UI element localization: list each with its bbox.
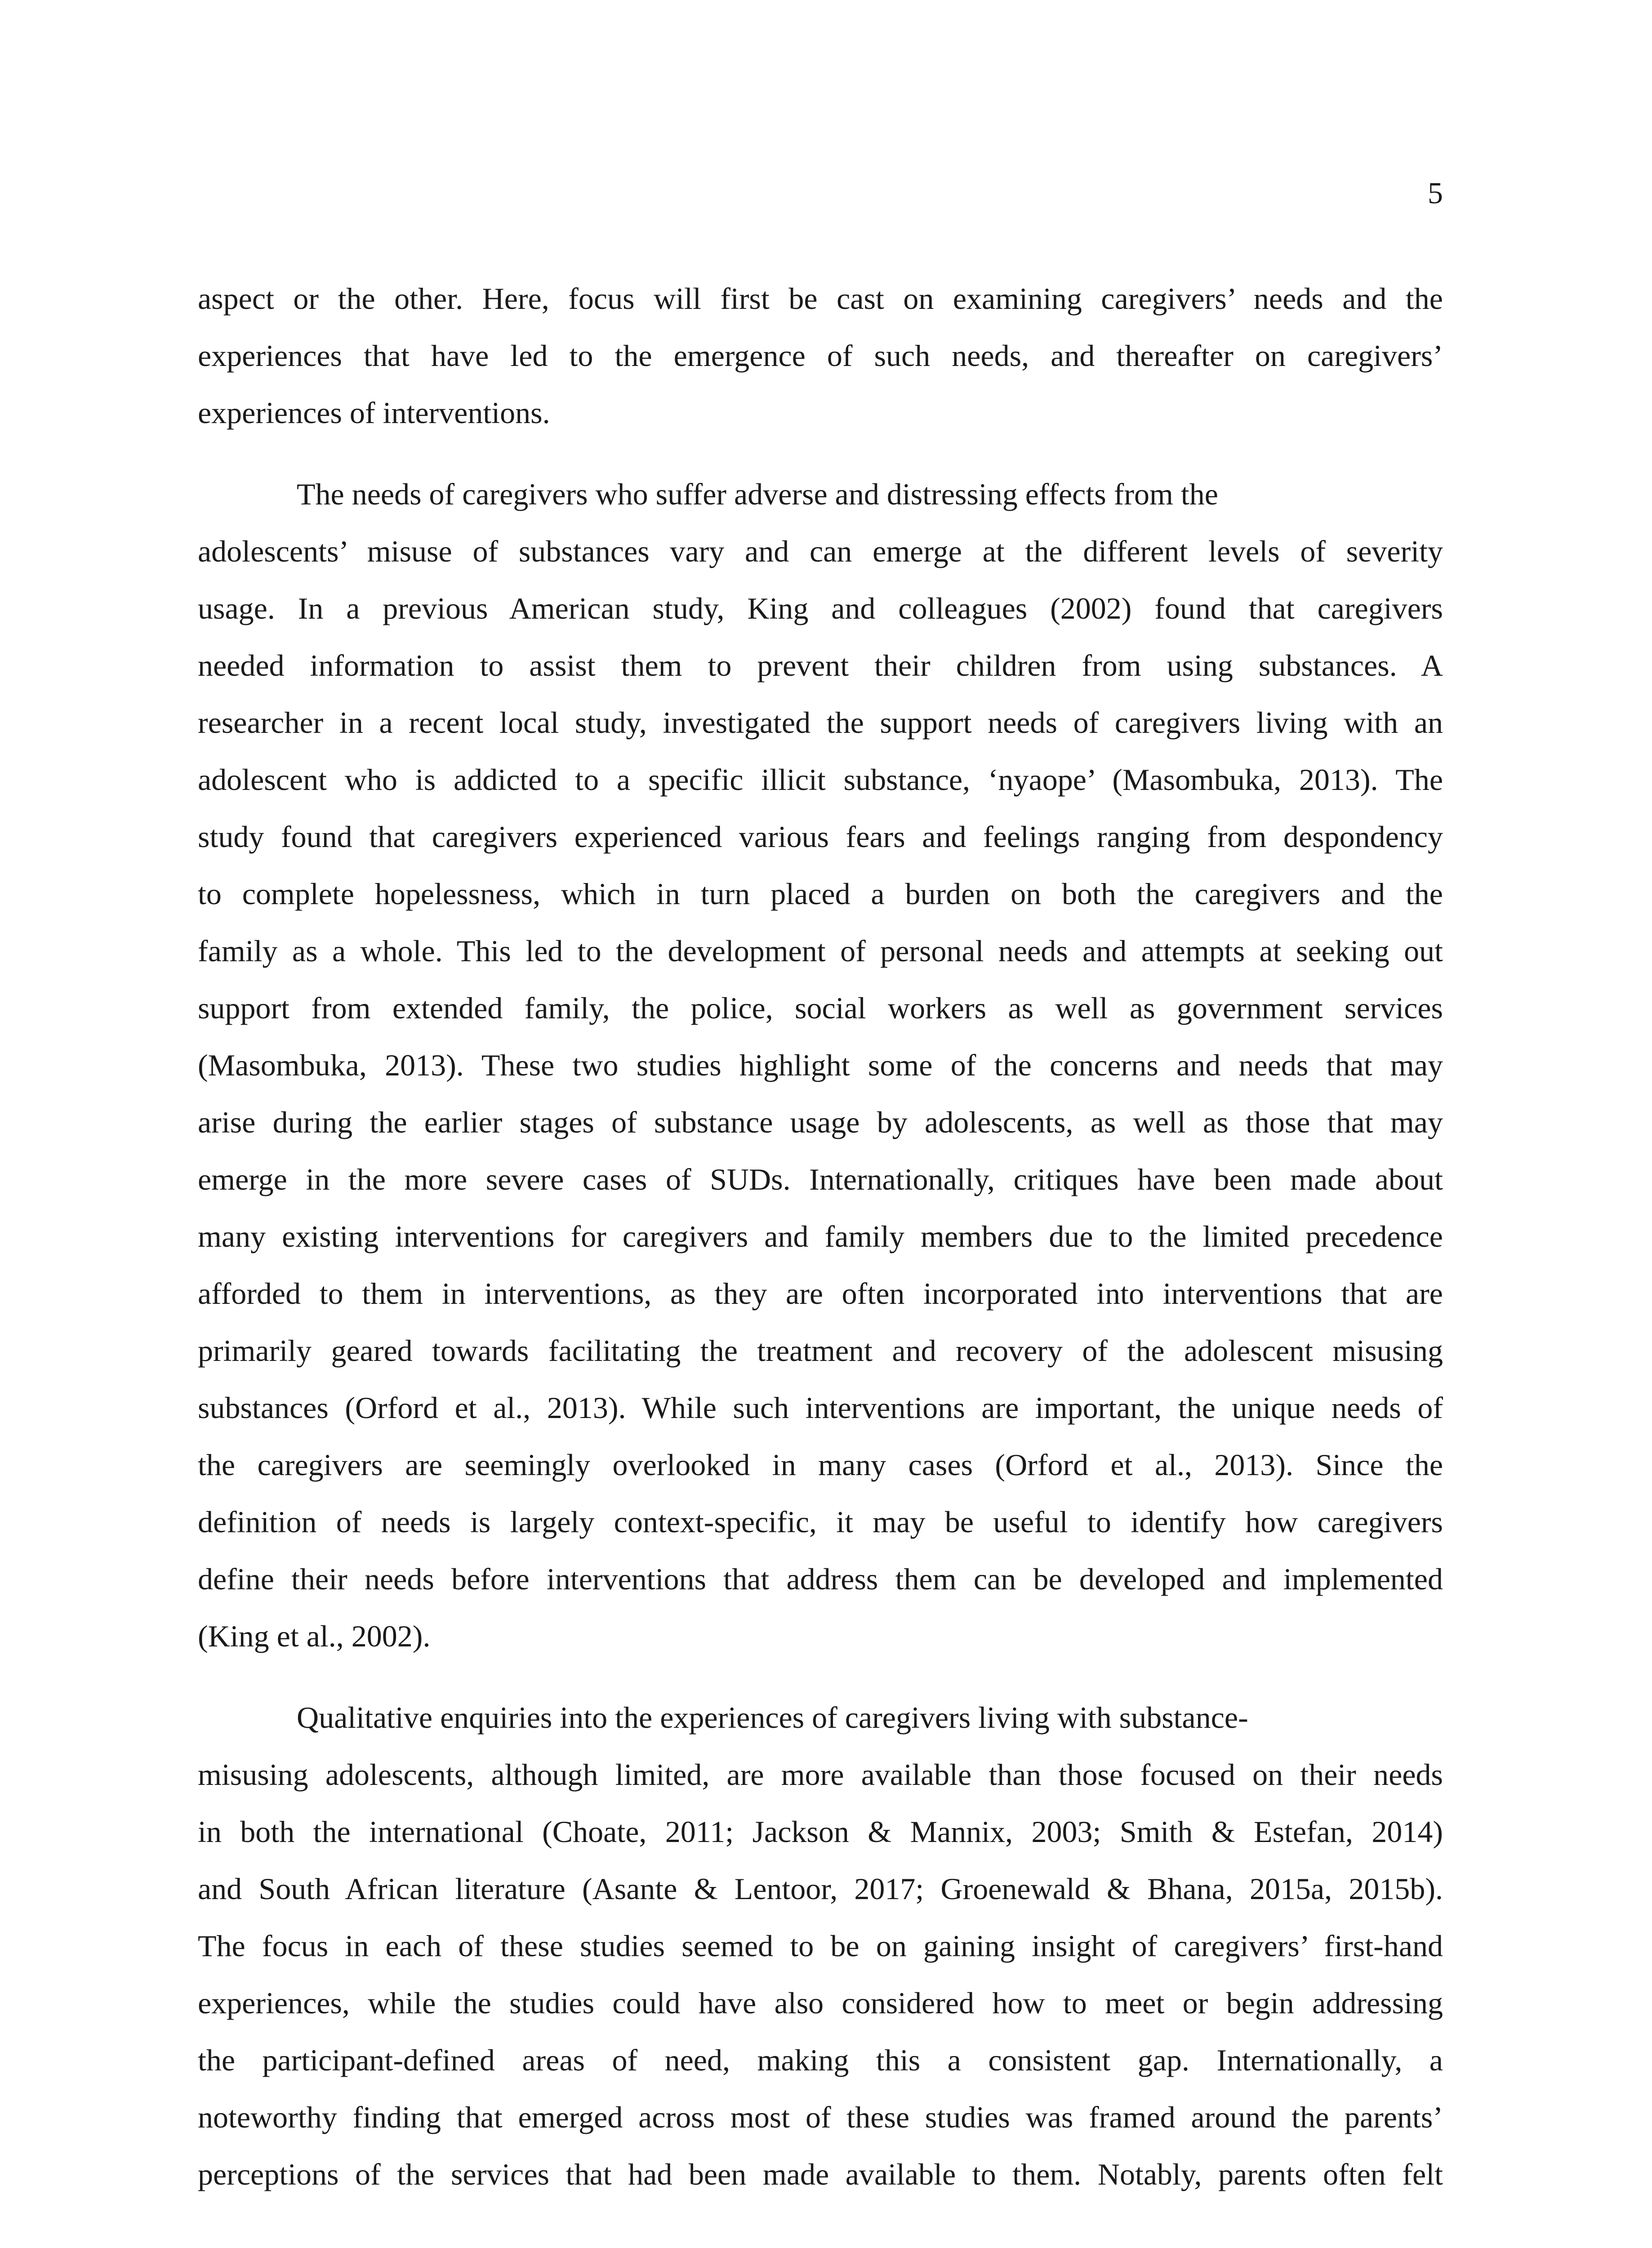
text-line: needed information to assist them to prevent their children from using substances. A [198,648,1443,682]
text-line: the participant-defined areas of need, making this a consistent gap. Internationally, a [198,2043,1443,2077]
text-line: perceptions of the services that had been made available to them. Notably, parents often felt [198,2157,1443,2191]
text-line: definition of needs is largely context-specific, it may be useful to identify how caregivers [198,1505,1443,1539]
text-line: arise during the earlier stages of substance usage by adolescents, as well as those that may [198,1105,1443,1139]
text-line: support from extended family, the police, social workers as well as government services [198,991,1443,1025]
text-line: experiences, while the studies could have also considered how to meet or begin addressing [198,1986,1443,2020]
text-line: misusing adolescents, although limited, are more available than those focused on their needs [198,1757,1443,1792]
text-line: noteworthy finding that emerged across most of these studies was framed around the parents’ [198,2100,1443,2134]
text-line: experiences of interventions. [198,396,550,430]
text-line: primarily geared towards facilitating the treatment and recovery of the adolescent misusing [198,1334,1443,1368]
text-line: (Masombuka, 2013). These two studies highlight some of the concerns and needs that may [198,1048,1443,1082]
text-line: and South African literature (Asante & Lentoor, 2017; Groenewald & Bhana, 2015a, 2015b). [198,1872,1443,1906]
text-line: adolescent who is addicted to a specific illicit substance, ‘nyaope’ (Masombuka, 2013). The [198,763,1443,797]
text-line: afforded to them in interventions, as they are often incorporated into interventions that are [198,1276,1443,1311]
text-line: substances (Orford et al., 2013). While such interventions are important, the unique needs of [198,1391,1443,1425]
text-line: The focus in each of these studies seemed to be on gaining insight of caregivers’ first-hand [198,1929,1443,1963]
text-line: researcher in a recent local study, investigated the support needs of caregivers living with an [198,705,1443,740]
text-line: study found that caregivers experienced various fears and feelings ranging from despondency [198,820,1443,854]
text-line: to complete hopelessness, which in turn placed a burden on both the caregivers and the [198,877,1443,911]
text-line: family as a whole. This led to the development of personal needs and attempts at seeking out [198,934,1443,968]
text-line: adolescents’ misuse of substances vary and can emerge at the different levels of severity [198,534,1443,568]
text-line: usage. In a previous American study, King and colleagues (2002) found that caregivers [198,591,1443,625]
text-line: the caregivers are seemingly overlooked in many cases (Orford et al., 2013). Since the [198,1448,1443,1482]
text-line: experiences that have led to the emergence of such needs, and thereafter on caregivers’ [198,339,1443,373]
page-number: 5 [1428,176,1443,210]
text-line: aspect or the other. Here, focus will first be cast on examining caregivers’ needs and the [198,281,1443,316]
text-line: emerge in the more severe cases of SUDs. Internationally, critiques have been made about [198,1162,1443,1196]
text-line: define their needs before interventions that address them can be developed and implemented [198,1562,1443,1596]
text-line: many existing interventions for caregivers and family members due to the limited precedence [198,1219,1443,1253]
text-line: The needs of caregivers who suffer adverse and distressing effects from the [297,477,1218,511]
text-line: Qualitative enquiries into the experiences of caregivers living with substance- [297,1700,1248,1735]
text-line: (King et al., 2002). [198,1619,431,1653]
text-line: in both the international (Choate, 2011; Jackson & Mannix, 2003; Smith & Estefan, 2014) [198,1815,1443,1849]
